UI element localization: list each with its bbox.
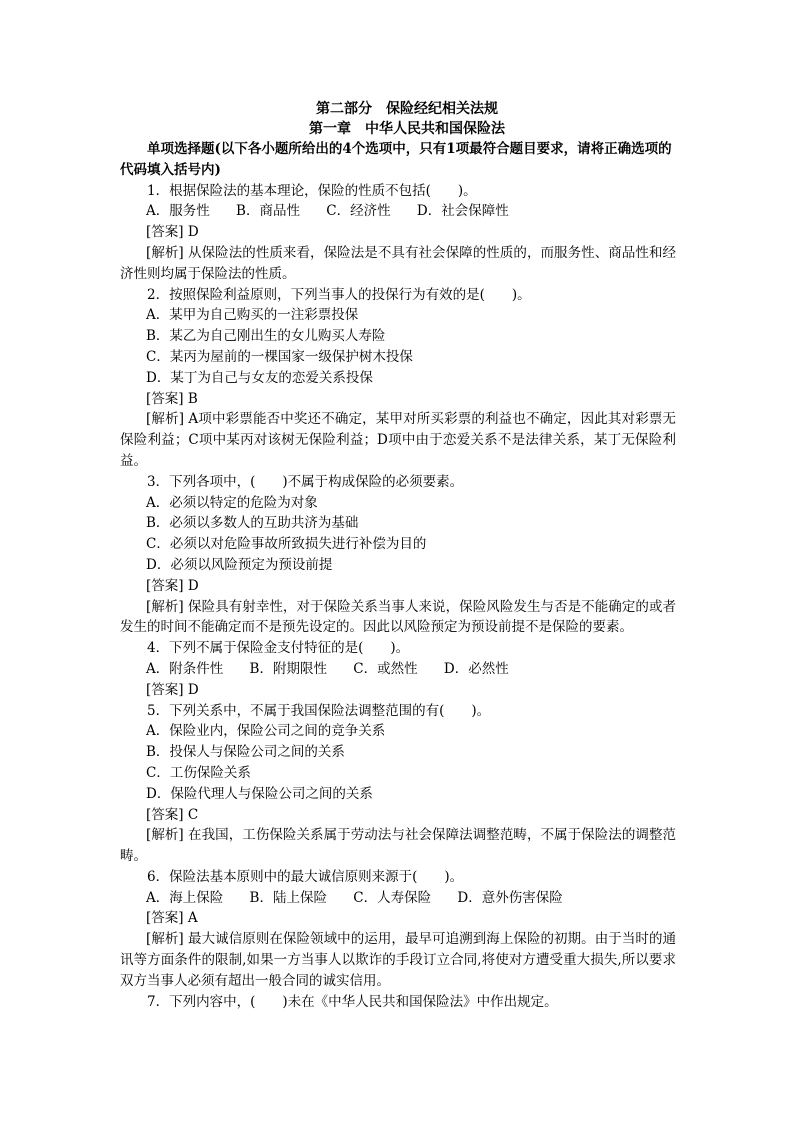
answer: [答案] C (146, 806, 199, 823)
option-b: B．必须以多数人的互助共济为基础 (146, 515, 359, 532)
question-5 (120, 701, 676, 867)
option-b: B．陆上保险 (249, 889, 327, 906)
answer: [答案] D (146, 681, 199, 698)
answer: [答案] D (146, 577, 199, 594)
option-d: D．某丁为自己与女友的恋爱关系投保 (146, 369, 373, 386)
option-c: C．或然性 (353, 660, 418, 677)
options-row (120, 659, 676, 680)
options-row (120, 888, 676, 909)
question-6 (120, 867, 676, 992)
option-a: A．海上保险 (146, 889, 224, 906)
option-a: A．服务性 (146, 203, 210, 220)
option-a: A．保险业内，保险公司之间的竞争关系 (146, 723, 386, 740)
option-c: C．人寿保险 (353, 889, 432, 906)
option-b: B．附期限性 (249, 660, 327, 677)
option-d: D．必须以风险预定为预设前提 (146, 556, 333, 573)
option-b: B．某乙为自己刚出生的女儿购买人寿险 (146, 328, 386, 345)
options-row (120, 201, 676, 222)
option-b: B．商品性 (236, 203, 300, 220)
question-stem: 2．按照保险利益原则，下列当事人的投保行为有效的是( )。 (147, 286, 531, 303)
option-c: C．某丙为屋前的一棵国家一级保护树木投保 (146, 348, 413, 365)
question-4 (120, 638, 676, 700)
question-stem: 4．下列不属于保险金支付特征的是( )。 (147, 640, 410, 657)
option-a: A．必须以特定的危险为对象 (146, 494, 318, 511)
question-7 (120, 992, 676, 1013)
option-c: C．必须以对危险事故所致损失进行补偿为目的 (146, 536, 427, 553)
option-c: C．工伤保险关系 (146, 764, 251, 781)
option-c: C．经济性 (326, 203, 391, 220)
analysis: [解析] 保险具有射幸性，对于保险关系当事人来说，保险风险发生与否是不能确定的或者发生的时间不能确定而不是预先设定的。因此以风险预定为预设前提不是保险的要素。 (120, 598, 676, 636)
answer: [答案] D (146, 224, 199, 241)
answer: [答案] A (146, 910, 198, 927)
document-content (120, 99, 676, 1012)
option-d: D．必然性 (443, 660, 509, 677)
section-intro: 单项选择题(以下各小题所给出的4个选项中，只有1项最符合题目要求，请将正确选项的代码填入括号内) (120, 141, 672, 178)
option-a: A．某甲为自己购买的一注彩票投保 (146, 307, 359, 324)
chapter-title: 第一章 中华人民共和国保险法 (309, 121, 505, 137)
answer: [答案] B (146, 390, 198, 407)
question-2 (120, 285, 676, 472)
question-1 (120, 181, 676, 285)
option-d: D．保险代理人与保险公司之间的关系 (146, 785, 373, 802)
analysis: [解析] A项中彩票能否中奖还不确定，某甲对所买彩票的利益也不确定，因此其对彩票无保险利益；C项中某丙对该树无保险利益；D项中由于恋爱关系不是法律关系，某丁无保险利益。 (120, 411, 676, 469)
analysis: [解析] 最大诚信原则在保险领域中的运用，最早可追溯到海上保险的初期。由于当时的通讯等方面条件的限制,如果一方当事人以欺诈的手段订立合同,将使对方遭受重大损失,所以要求双方当事人必须有超出一般合同的诚实信用。 (120, 931, 676, 989)
analysis: [解析] 从保险法的性质来看，保险法是不具有社会保障的性质的，而服务性、商品性和经济性则均属于保险法的性质。 (120, 244, 676, 282)
question-stem: 5．下列关系中，不属于我国保险法调整范围的有( )。 (147, 702, 491, 719)
option-b: B．投保人与保险公司之间的关系 (146, 744, 345, 761)
part-title: 第二部分 保险经纪相关法规 (316, 101, 498, 117)
option-d: D．社会保障性 (416, 203, 509, 220)
question-stem: 7．下列内容中，( )未在《中华人民共和国保险法》中作出规定。 (147, 993, 558, 1010)
option-d: D．意外伤害保险 (457, 889, 563, 906)
option-a: A．附条件性 (146, 660, 224, 677)
question-stem: 1．根据保险法的基本理论，保险的性质不包括( )。 (147, 182, 477, 199)
question-stem: 3．下列各项中，( )不属于构成保险的必须要素。 (147, 473, 464, 490)
question-3 (120, 472, 676, 638)
question-stem: 6．保险法基本原则中的最大诚信原则来源于( )。 (147, 868, 464, 885)
analysis: [解析] 在我国，工伤保险关系属于劳动法与社会保障法调整范畴，不属于保险法的调整范畴。 (120, 827, 676, 865)
